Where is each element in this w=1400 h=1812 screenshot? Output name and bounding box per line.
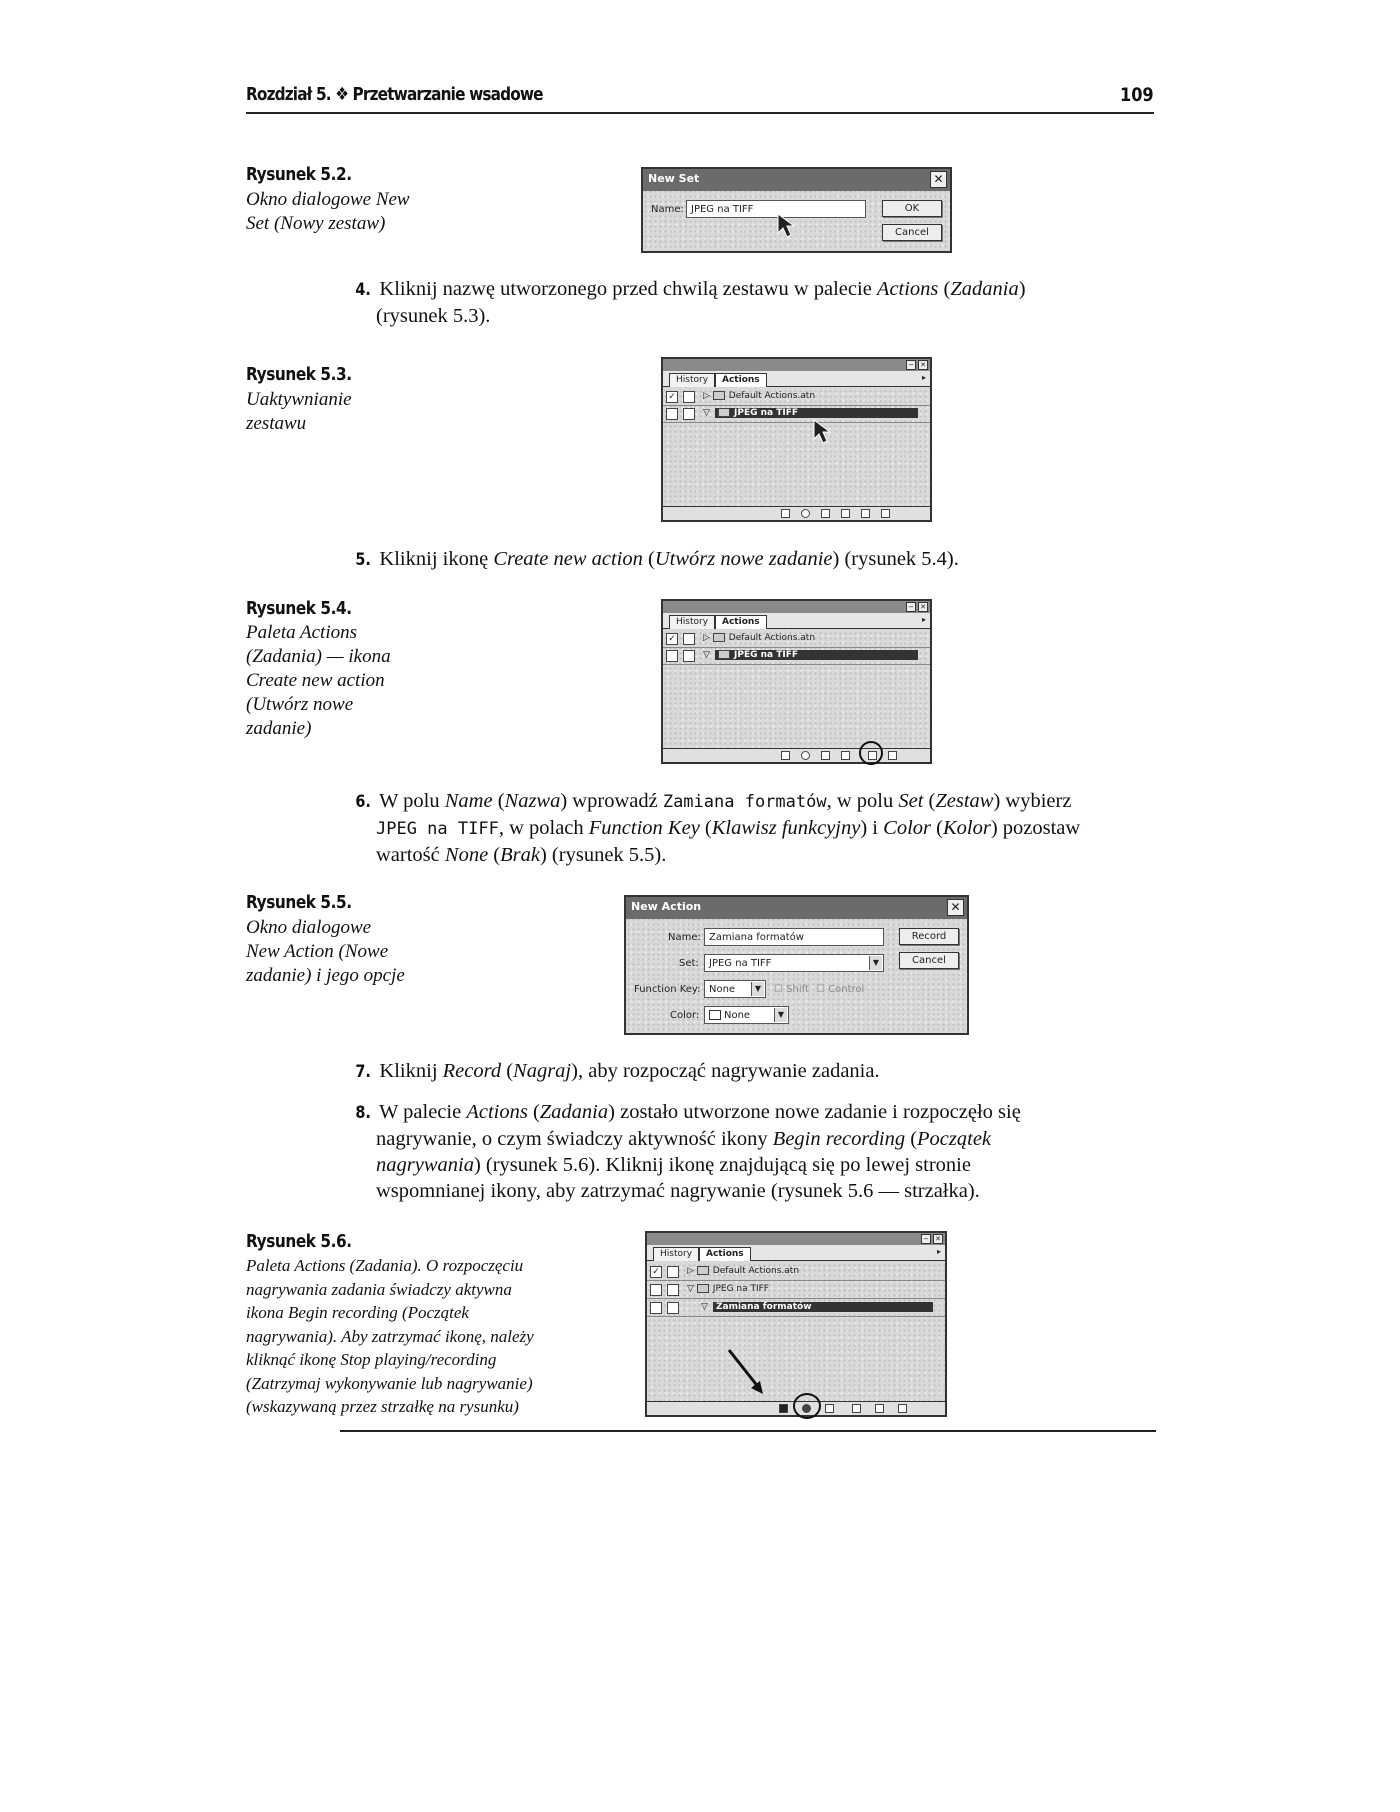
list-item-selected[interactable] (663, 406, 930, 423)
record-icon[interactable] (801, 751, 810, 760)
text: ( (699, 817, 712, 839)
new-action-icon[interactable] (875, 1404, 884, 1413)
dialog-toggle-icon[interactable] (667, 1284, 679, 1296)
caption-line: Paleta Actions (Zadania). O rozpoczęciu (246, 1256, 524, 1275)
figure-label-5-3: Rysunek 5.3. (246, 364, 352, 385)
control-checkbox[interactable]: ☐ Control (816, 984, 865, 995)
tab-actions[interactable]: Actions (715, 373, 767, 387)
folder-icon (713, 391, 725, 400)
figure-caption-5-4 (246, 621, 391, 741)
dialog-titlebar (643, 169, 950, 191)
caption-line: (wskazywaną przez strzałkę na rysunku) (246, 1397, 519, 1416)
list-item[interactable] (647, 1264, 945, 1281)
figure-label-5-5: Rysunek 5.5. (246, 892, 352, 913)
expand-triangle-icon[interactable]: ▷ (703, 633, 713, 643)
folder-icon (697, 1266, 709, 1275)
palette-tabs (647, 1245, 945, 1261)
dialog-toggle-icon[interactable] (667, 1266, 679, 1278)
minimize-icon[interactable]: − (906, 602, 916, 612)
set-label: JPEG na TIFF (734, 650, 799, 660)
caption-line: Okno dialogowe New (246, 189, 410, 210)
figure-label-5-6: Rysunek 5.6. (246, 1231, 352, 1252)
set-name (687, 1284, 769, 1294)
text-mono: Zamiana formatów (662, 792, 827, 812)
text: ) (1018, 278, 1026, 300)
collapse-triangle-icon[interactable]: ▽ (687, 1284, 697, 1294)
trash-icon[interactable] (881, 509, 890, 518)
palette-titlebar (663, 359, 930, 371)
text: ) (rysunek 5.5). (539, 844, 667, 866)
color-label: Color: (670, 1010, 700, 1021)
caption-line: (Utwórz nowe (246, 694, 354, 715)
text-italic: Name (444, 790, 493, 812)
folder-icon (697, 1284, 709, 1293)
text: ( (527, 1101, 540, 1123)
step-number: 6. (355, 792, 371, 812)
check-icon[interactable] (650, 1284, 662, 1296)
step-number: 7. (355, 1062, 371, 1082)
text-italic: Create new action (493, 548, 643, 570)
text-mono: JPEG na TIFF (376, 819, 499, 839)
text-italic: Function Key (588, 817, 700, 839)
chapter-title: Rozdział 5. ❖ Przetwarzanie wsadowe (246, 84, 543, 105)
check-icon[interactable] (650, 1302, 662, 1314)
text: ( (923, 790, 936, 812)
text-italic: Utwórz nowe zadanie (654, 548, 833, 570)
highlight-circle (859, 741, 883, 765)
caption-line: (Zadania) — ikona (246, 646, 391, 667)
set-select[interactable] (704, 954, 884, 972)
record-icon[interactable] (801, 509, 810, 518)
palette-menu-icon[interactable]: ▸ (936, 1247, 941, 1256)
caption-line: zadanie) i jego opcje (246, 965, 405, 986)
chevron-down-icon[interactable]: ▼ (774, 1008, 787, 1022)
palette-menu-icon[interactable]: ▸ (921, 373, 926, 382)
close-icon[interactable]: ✕ (918, 602, 928, 612)
folder-icon (718, 650, 730, 659)
check-icon[interactable]: ✓ (666, 633, 678, 645)
function-key-label: Function Key: (634, 984, 701, 995)
figure-caption-5-2 (246, 188, 410, 236)
text: Kliknij ikonę (379, 548, 494, 570)
text: ( (488, 844, 501, 866)
expand-triangle-icon[interactable]: ▷ (703, 391, 713, 401)
caption-line: (Zatrzymaj wykonywanie lub nagrywanie) (246, 1373, 533, 1393)
text: ) wprowadź (560, 790, 663, 812)
set-name (687, 1266, 799, 1276)
text: nagrywanie, o czym świadczy aktywność ikony (376, 1128, 773, 1150)
palette-toolbar (663, 506, 930, 520)
page-bottom-rule (340, 1430, 1156, 1432)
list-item-selected[interactable] (663, 648, 930, 665)
caption-line: nagrywania zadania świadczy aktywna (246, 1279, 512, 1299)
new-set-icon[interactable] (841, 751, 850, 760)
text: ) pozostaw (990, 817, 1081, 839)
stop-icon[interactable] (779, 1404, 788, 1413)
close-icon[interactable]: ✕ (930, 171, 947, 188)
name-field[interactable]: Zamiana formatów (704, 928, 884, 946)
set-name (715, 408, 918, 418)
text-italic: Actions (466, 1101, 528, 1123)
text-italic: nagrywania (376, 1154, 474, 1176)
chevron-down-icon[interactable]: ▼ (869, 956, 882, 970)
new-action-dialog (624, 895, 969, 1035)
figure-label-5-4: Rysunek 5.4. (246, 598, 352, 619)
function-key-select[interactable] (704, 980, 766, 998)
collapse-triangle-icon[interactable]: ▽ (701, 1302, 708, 1312)
dialog-toggle-icon[interactable] (683, 408, 695, 420)
text-italic: Brak (500, 844, 540, 866)
shift-checkbox[interactable]: ☐ Shift (774, 984, 809, 995)
shift-label: Shift (786, 984, 809, 995)
text-italic: None (444, 844, 489, 866)
check-icon[interactable]: ✓ (650, 1266, 662, 1278)
text: ) wybierz (993, 790, 1072, 812)
collapse-triangle-icon[interactable]: ▽ (703, 650, 710, 660)
actions-palette-fig-5-6 (645, 1231, 947, 1417)
play-icon[interactable] (825, 1404, 834, 1413)
tab-history[interactable]: History (653, 1247, 699, 1261)
cancel-button[interactable]: Cancel (899, 952, 959, 969)
highlight-circle (793, 1393, 821, 1419)
text-italic: Zadania (950, 278, 1019, 300)
dialog-titlebar (626, 897, 967, 919)
text: , w polach (498, 817, 589, 839)
step-6 (354, 788, 1154, 868)
caption-line: Okno dialogowe (246, 917, 372, 938)
page-header (246, 84, 1154, 114)
check-icon[interactable] (666, 408, 678, 420)
tab-actions[interactable]: Actions (699, 1247, 751, 1261)
record-button[interactable]: Record (899, 928, 959, 945)
set-label: Set: (679, 958, 699, 969)
set-name (715, 650, 918, 660)
caption-line: kliknąć ikonę Stop playing/recording (246, 1350, 497, 1369)
set-label: Default Actions.atn (712, 1266, 800, 1276)
list-item[interactable] (647, 1282, 945, 1299)
dialog-toggle-icon[interactable] (683, 650, 695, 662)
text: ( (501, 1060, 514, 1082)
set-name (703, 633, 815, 643)
set-label: JPEG na TIFF (734, 408, 799, 418)
figure-label-5-2: Rysunek 5.2. (246, 164, 352, 185)
text: wspomnianej ikony, aby zatrzymać nagrywanie (rysunek 5.6 — strzałka). (376, 1180, 980, 1202)
text-italic: Kolor (942, 817, 991, 839)
text-italic: Begin recording (772, 1128, 906, 1150)
caption-line: zestawu (246, 413, 307, 434)
text: wartość (376, 844, 445, 866)
text: ( (938, 278, 951, 300)
control-label: Control (828, 984, 865, 995)
name-label: Name: (668, 932, 701, 943)
text: W polu (379, 790, 445, 812)
text: (rysunek 5.3). (376, 305, 491, 327)
text: , w polu (826, 790, 899, 812)
text: ) (rysunek 5.4). (832, 548, 959, 570)
close-icon[interactable]: ✕ (918, 360, 928, 370)
figure-caption-5-3 (246, 377, 352, 436)
text-italic: Zestaw (935, 790, 994, 812)
set-name (703, 391, 815, 401)
play-icon[interactable] (821, 509, 830, 518)
action-name: Zamiana formatów (713, 1302, 933, 1312)
figure-caption-5-5 (246, 916, 405, 988)
new-set-icon[interactable] (852, 1404, 861, 1413)
text-italic: Color (883, 817, 931, 839)
stop-icon[interactable] (781, 751, 790, 760)
minimize-icon[interactable]: − (906, 360, 916, 370)
folder-icon (718, 408, 730, 417)
text-italic: Nagraj (513, 1060, 572, 1082)
palette-titlebar (647, 1233, 945, 1245)
tab-history[interactable]: History (669, 615, 715, 629)
color-value: None (724, 1010, 751, 1021)
new-set-icon[interactable] (841, 509, 850, 518)
ok-button[interactable]: OK (882, 200, 942, 217)
step-5 (354, 546, 1154, 573)
step-number: 5. (355, 550, 371, 570)
step-4 (354, 276, 1154, 329)
trash-icon[interactable] (898, 1404, 907, 1413)
set-value: JPEG na TIFF (709, 958, 772, 969)
dialog-toggle-icon[interactable] (683, 391, 695, 403)
function-key-value: None (709, 984, 736, 995)
cancel-button[interactable]: Cancel (882, 224, 942, 241)
figure-caption-5-6 (246, 1254, 534, 1419)
check-icon[interactable]: ✓ (666, 391, 678, 403)
step-8 (354, 1099, 1154, 1204)
text-italic: Set (898, 790, 924, 812)
chevron-down-icon[interactable]: ▼ (751, 982, 764, 996)
step-number: 8. (355, 1103, 371, 1123)
tab-actions[interactable]: Actions (715, 615, 767, 629)
actions-palette-fig-5-3 (661, 357, 932, 522)
color-swatch (709, 1010, 721, 1020)
check-icon[interactable] (666, 650, 678, 662)
text: ) (rysunek 5.6). Kliknij ikonę znajdującą się po lewej stronie (473, 1154, 971, 1176)
tab-history[interactable]: History (669, 373, 715, 387)
text: ( (931, 817, 943, 839)
text: ( (905, 1128, 918, 1150)
text: Kliknij nazwę utworzonego przed chwilą zestawu w palecie (379, 278, 877, 300)
list-item-selected[interactable] (647, 1300, 945, 1317)
folder-icon (713, 633, 725, 642)
play-icon[interactable] (821, 751, 830, 760)
palette-tabs (663, 613, 930, 629)
step-number: 4. (355, 280, 371, 300)
close-icon[interactable]: ✕ (933, 1234, 943, 1244)
text-italic: Zadania (539, 1101, 609, 1123)
new-action-icon[interactable] (861, 509, 870, 518)
list-item[interactable] (663, 389, 930, 406)
caption-line: Uaktywnianie (246, 389, 352, 410)
trash-icon[interactable] (888, 751, 897, 760)
name-field[interactable]: JPEG na TIFF (686, 200, 866, 218)
caption-line: zadanie) (246, 718, 312, 739)
text: ( (642, 548, 655, 570)
text-italic: Nazwa (504, 790, 561, 812)
caption-line: Set (Nowy zestaw) (246, 213, 386, 234)
palette-titlebar (663, 601, 930, 613)
text: ), aby rozpocząć nagrywanie zadania. (571, 1060, 880, 1082)
caption-line: nagrywania). Aby zatrzymać ikonę, należy (246, 1326, 534, 1346)
minimize-icon[interactable]: − (921, 1234, 931, 1244)
color-select[interactable] (704, 1006, 789, 1024)
dialog-title: New Set (648, 172, 700, 185)
caption-line: Paleta Actions (246, 622, 357, 643)
caption-line: ikona Begin recording (Początek (246, 1303, 469, 1322)
text-italic: Klawisz funkcyjny (711, 817, 861, 839)
text-italic: Actions (876, 278, 939, 300)
palette-toolbar (663, 748, 930, 762)
caption-line: New Action (Nowe (246, 941, 389, 962)
text: W palecie (379, 1101, 467, 1123)
text: ) i (860, 817, 884, 839)
step-7 (354, 1058, 1154, 1085)
name-label: Name: (651, 204, 684, 215)
set-label: Default Actions.atn (728, 391, 816, 401)
set-label: JPEG na TIFF (712, 1284, 769, 1294)
stop-icon[interactable] (781, 509, 790, 518)
dialog-toggle-icon[interactable] (667, 1302, 679, 1314)
set-label: Default Actions.atn (728, 633, 816, 643)
actions-palette-fig-5-4 (661, 599, 932, 764)
list-item[interactable] (663, 631, 930, 648)
text: ( (492, 790, 505, 812)
page-number: 109 (1120, 84, 1154, 106)
text-italic: Początek (917, 1128, 992, 1150)
text-italic: Record (442, 1060, 502, 1082)
close-icon[interactable]: ✕ (947, 899, 964, 916)
dialog-toggle-icon[interactable] (683, 633, 695, 645)
palette-menu-icon[interactable]: ▸ (921, 615, 926, 624)
collapse-triangle-icon[interactable]: ▽ (703, 408, 710, 418)
caption-line: Create new action (246, 670, 385, 691)
new-set-dialog (641, 167, 952, 253)
text: Kliknij (379, 1060, 443, 1082)
dialog-title: New Action (631, 900, 702, 913)
expand-triangle-icon[interactable]: ▷ (687, 1266, 697, 1276)
text: ) zostało utworzone nowe zadanie i rozpoczęło się (608, 1101, 1021, 1123)
palette-tabs (663, 371, 930, 387)
